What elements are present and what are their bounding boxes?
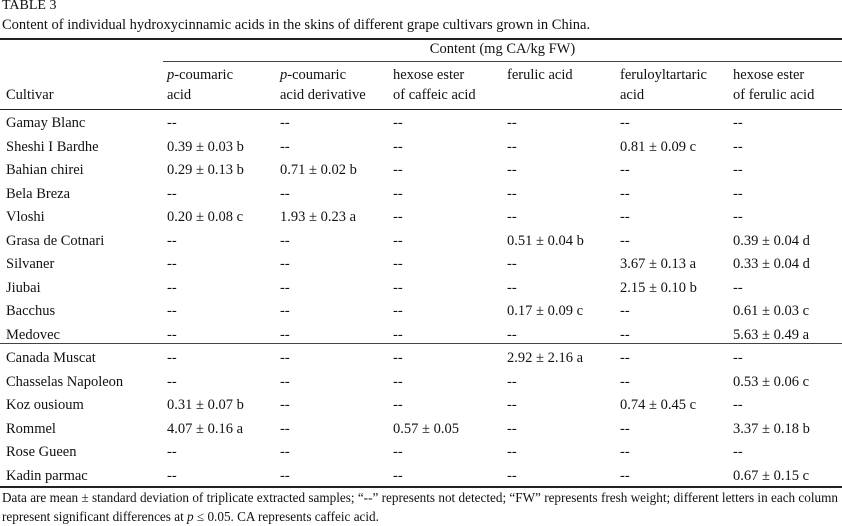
cultivar-cell: Grasa de Cotnari	[6, 232, 105, 249]
value-cell: --	[507, 326, 517, 343]
value-cell: --	[393, 444, 403, 460]
column-header-line1	[620, 65, 707, 85]
value-cell: --	[167, 115, 177, 131]
table-row	[0, 417, 842, 441]
value-cell: --	[280, 420, 290, 437]
table-row	[0, 370, 842, 394]
header-rule	[0, 109, 842, 110]
value-cell: --	[620, 232, 630, 249]
footnote-text-2: ≤ 0.05. CA represents caffeic acid.	[193, 509, 379, 524]
footnote-p-italic: p	[187, 509, 194, 524]
value-cell: --	[507, 397, 517, 413]
table-row	[0, 346, 842, 370]
value-cell: --	[167, 279, 177, 296]
cultivar-cell: Rommel	[6, 420, 56, 437]
column-header-text: ferulic acid	[507, 67, 573, 83]
table-footnote	[2, 488, 840, 526]
column-header-italic: p	[167, 67, 175, 83]
value-cell: --	[507, 209, 517, 225]
value-cell: --	[280, 256, 290, 272]
column-header-line2: of ferulic acid	[733, 87, 815, 103]
value-cell: --	[393, 397, 403, 413]
value-cell: --	[280, 397, 290, 413]
table-row	[0, 158, 842, 182]
cultivar-header: Cultivar	[6, 87, 54, 103]
value-cell: 0.53 ± 0.06 c	[733, 373, 810, 390]
value-cell: --	[393, 232, 403, 249]
value-cell: --	[393, 373, 403, 390]
value-cell: --	[507, 138, 517, 155]
value-cell: --	[393, 162, 403, 178]
column-header-text: -coumaric	[174, 67, 234, 83]
table-body	[0, 111, 842, 487]
value-cell: --	[280, 444, 290, 460]
value-cell: --	[393, 138, 403, 155]
table-row	[0, 182, 842, 206]
value-cell: --	[733, 209, 743, 225]
value-cell: --	[167, 467, 177, 484]
cultivar-cell: Medovec	[6, 326, 60, 343]
value-cell: --	[733, 115, 743, 131]
cultivar-cell: Jiubai	[6, 279, 41, 296]
value-cell: --	[507, 185, 517, 202]
cultivar-cell: Bacchus	[6, 303, 56, 319]
value-cell: --	[280, 373, 290, 390]
value-cell: --	[167, 373, 177, 390]
value-cell: --	[167, 185, 177, 202]
table-row	[0, 135, 842, 159]
value-cell: 0.29 ± 0.13 b	[167, 162, 244, 178]
value-cell: 1.93 ± 0.23 a	[280, 209, 357, 225]
value-cell: --	[620, 115, 630, 131]
column-header-line1	[733, 65, 814, 85]
value-cell: --	[733, 185, 743, 202]
table-row	[0, 299, 842, 323]
value-cell: --	[620, 162, 630, 178]
value-cell: --	[393, 115, 403, 131]
value-cell: --	[507, 256, 517, 272]
value-cell: --	[620, 467, 630, 484]
value-cell: 0.33 ± 0.04 d	[733, 256, 810, 272]
cultivar-cell: Chasselas Napoleon	[6, 373, 124, 390]
value-cell: --	[733, 138, 743, 155]
value-cell: 0.51 ± 0.04 b	[507, 232, 584, 249]
value-cell: --	[280, 326, 290, 343]
value-cell: --	[620, 303, 630, 319]
value-cell: 0.39 ± 0.03 b	[167, 138, 244, 155]
column-header-line1	[167, 65, 233, 85]
value-cell: --	[393, 185, 403, 202]
value-cell: --	[280, 350, 290, 366]
column-header-text: -coumaric	[287, 67, 347, 83]
value-cell: 0.39 ± 0.04 d	[733, 232, 810, 249]
column-header	[280, 65, 366, 105]
value-cell: --	[280, 232, 290, 249]
value-cell: --	[733, 162, 743, 178]
value-cell: 2.15 ± 0.10 b	[620, 279, 697, 296]
cultivar-cell: Silvaner	[6, 256, 55, 272]
value-cell: --	[280, 138, 290, 155]
column-header-line2	[507, 85, 573, 105]
table-row	[0, 205, 842, 229]
value-cell: 0.31 ± 0.07 b	[167, 397, 244, 413]
value-cell: 0.61 ± 0.03 c	[733, 303, 810, 319]
spanning-rule	[163, 61, 842, 62]
value-cell: 0.57 ± 0.05	[393, 420, 459, 437]
value-cell: --	[507, 420, 517, 437]
value-cell: --	[167, 444, 177, 460]
value-cell: --	[393, 350, 403, 366]
value-cell: --	[733, 350, 743, 366]
value-cell: --	[620, 209, 630, 225]
column-header	[167, 65, 233, 105]
value-cell: 0.20 ± 0.08 c	[167, 209, 244, 225]
column-header	[620, 65, 707, 105]
cultivar-cell: Bela Breza	[6, 185, 71, 202]
value-cell: --	[507, 373, 517, 390]
value-cell: --	[620, 350, 630, 366]
value-cell: 0.17 ± 0.09 c	[507, 303, 584, 319]
column-header	[393, 65, 476, 105]
cultivar-cell: Rose Gueen	[6, 444, 77, 460]
table-row	[0, 252, 842, 276]
value-cell: --	[280, 467, 290, 484]
value-cell: --	[393, 279, 403, 296]
table-row	[0, 440, 842, 464]
column-header-line1	[507, 65, 573, 85]
cultivar-cell: Kadin parmac	[6, 467, 88, 484]
value-cell: --	[167, 303, 177, 319]
cultivar-cell: Bahian chirei	[6, 162, 84, 178]
cultivar-cell: Koz ousioum	[6, 397, 84, 413]
value-cell: --	[167, 350, 177, 366]
cultivar-cell: Sheshi I Bardhe	[6, 138, 99, 155]
value-cell: --	[620, 326, 630, 343]
value-cell: --	[733, 397, 743, 413]
value-cell: 0.74 ± 0.45 c	[620, 397, 697, 413]
column-header	[507, 65, 573, 105]
value-cell: 3.67 ± 0.13 a	[620, 256, 697, 272]
column-header-text: feruloyltartaric	[620, 67, 707, 83]
value-cell: 4.07 ± 0.16 a	[167, 420, 244, 437]
value-cell: --	[620, 373, 630, 390]
column-header-text: hexose ester	[393, 67, 465, 83]
value-cell: --	[280, 115, 290, 131]
column-header-italic: p	[280, 67, 288, 83]
column-header-line2: acid	[620, 87, 645, 103]
value-cell: --	[393, 256, 403, 272]
value-cell: 5.63 ± 0.49 a	[733, 326, 810, 343]
value-cell: --	[507, 115, 517, 131]
value-cell: 0.71 ± 0.02 b	[280, 162, 357, 178]
value-cell: --	[280, 185, 290, 202]
value-cell: 3.37 ± 0.18 b	[733, 420, 810, 437]
value-cell: 2.92 ± 2.16 a	[507, 350, 584, 366]
table-row	[0, 393, 842, 417]
table-row	[0, 464, 842, 488]
value-cell: 0.67 ± 0.15 c	[733, 467, 810, 484]
value-cell: --	[393, 467, 403, 484]
value-cell: --	[507, 467, 517, 484]
group-divider-rule	[0, 343, 842, 344]
value-cell: 0.81 ± 0.09 c	[620, 138, 697, 155]
value-cell: --	[393, 326, 403, 343]
cultivar-cell: Canada Muscat	[6, 350, 96, 366]
column-header-line1	[393, 65, 476, 85]
column-header-text: hexose ester	[733, 67, 805, 83]
spanning-header: Content (mg CA/kg FW)	[429, 41, 576, 57]
value-cell: --	[620, 420, 630, 437]
cultivar-cell: Gamay Blanc	[6, 115, 86, 131]
table-row	[0, 276, 842, 300]
table-row	[0, 111, 842, 135]
table-caption: Content of individual hydroxycinnamic acids in the skins of different grape cultivars grown in China.	[2, 17, 591, 33]
column-header-line2: of caffeic acid	[393, 87, 476, 103]
table-label: TABLE 3	[2, 0, 57, 13]
column-header-line1	[280, 65, 366, 85]
value-cell: --	[167, 326, 177, 343]
value-cell: --	[393, 303, 403, 319]
value-cell: --	[167, 256, 177, 272]
column-header	[733, 65, 814, 105]
table-row	[0, 229, 842, 253]
footnote-text-1: Data are mean ± standard deviation of triplicate extracted samples; “--” represents not detected; “FW” represents fresh weight; different letters in each column represent significant differences at	[2, 490, 838, 524]
cultivar-cell: Vloshi	[6, 209, 45, 225]
value-cell: --	[507, 279, 517, 296]
value-cell: --	[733, 444, 743, 460]
column-header-line2: acid	[167, 87, 192, 103]
value-cell: --	[393, 209, 403, 225]
value-cell: --	[733, 279, 743, 296]
value-cell: --	[280, 303, 290, 319]
value-cell: --	[167, 232, 177, 249]
value-cell: --	[280, 279, 290, 296]
column-header-line2: acid derivative	[280, 87, 366, 103]
value-cell: --	[507, 162, 517, 178]
value-cell: --	[620, 185, 630, 202]
value-cell: --	[620, 444, 630, 460]
value-cell: --	[507, 444, 517, 460]
